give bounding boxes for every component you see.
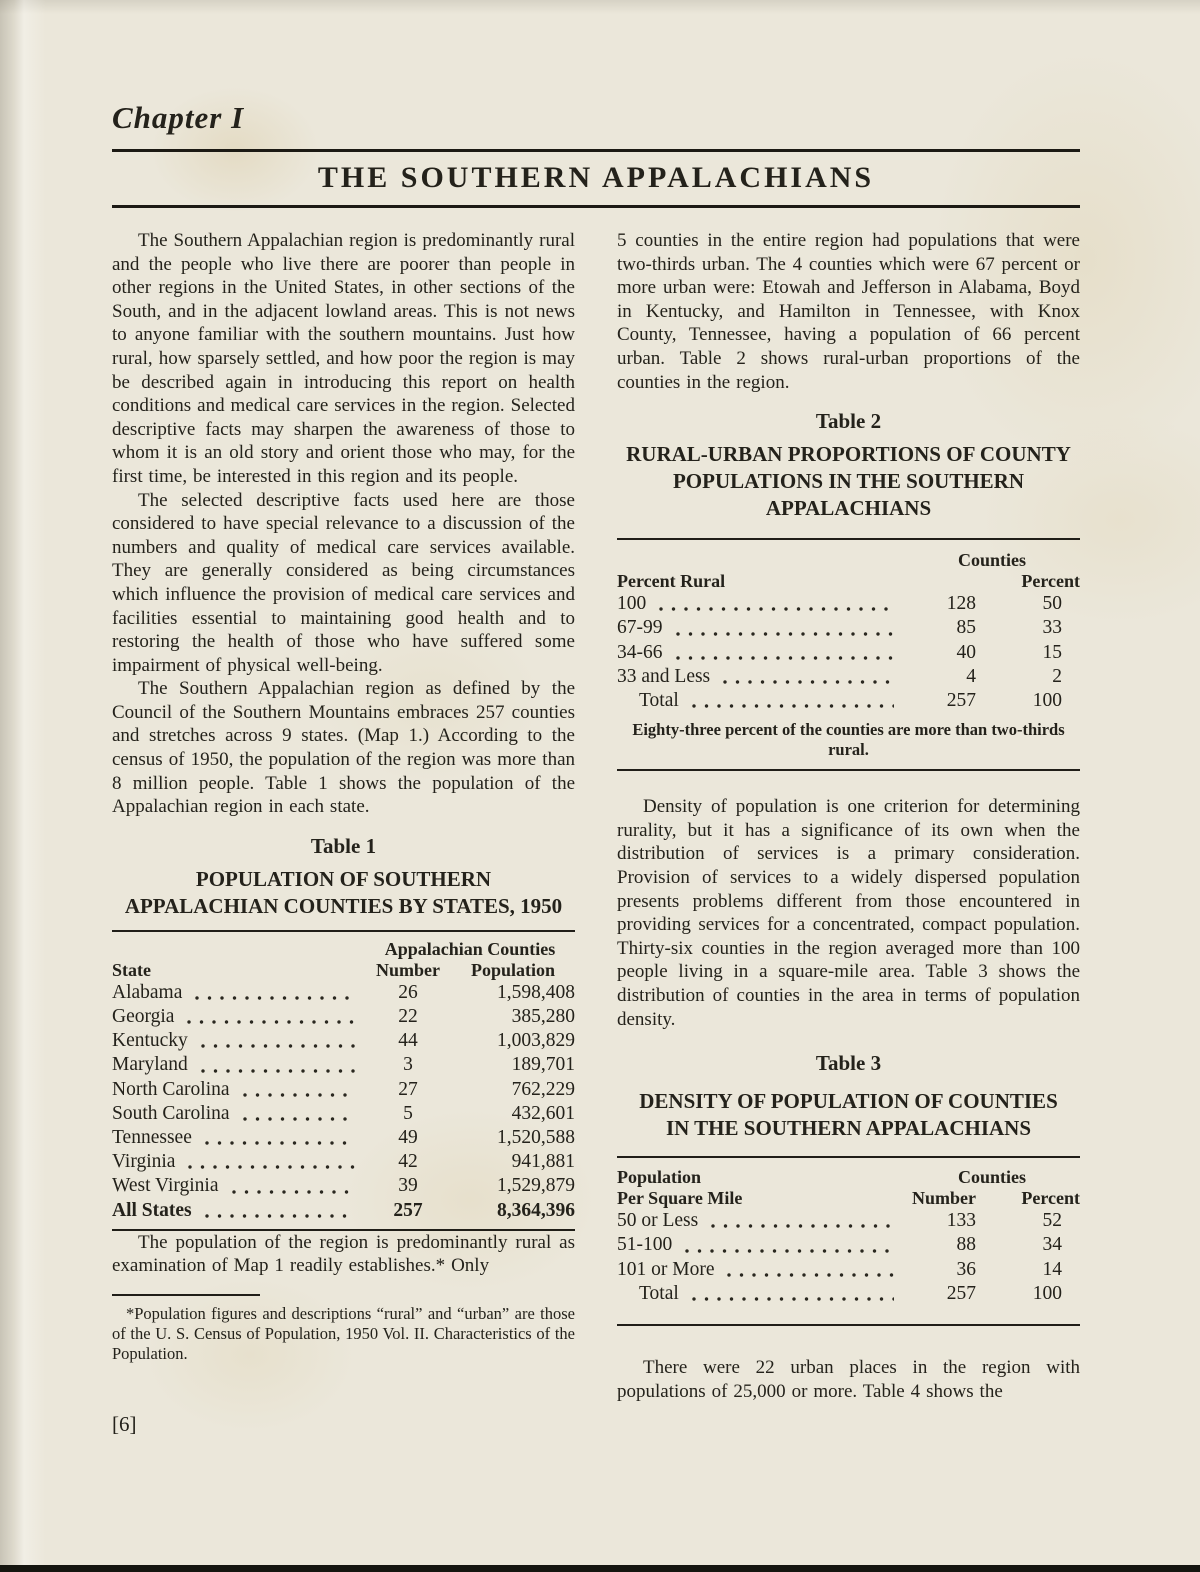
dot-leader (186, 1019, 355, 1025)
scan-edge-strip (0, 1565, 1200, 1572)
dot-leader (710, 1223, 894, 1229)
table-row-total: All States 257 8,364,396 (112, 1199, 575, 1221)
table-1-span-header: Appalachian Counties (384, 938, 556, 959)
table-row: Georgia 22 385,280 (112, 1006, 575, 1028)
dot-leader (684, 1248, 894, 1254)
dot-leader (726, 1272, 894, 1278)
table-3 (617, 1051, 1080, 1326)
column-header-population: Population (470, 959, 556, 980)
dot-leader (200, 1068, 355, 1074)
dot-leader (204, 1213, 355, 1219)
table-row: Maryland 3 189,701 (112, 1054, 575, 1076)
footnote-rule (112, 1294, 260, 1296)
paragraph: There were 22 urban places in the region with populations of 25,000 or more. Table 4 shows the (617, 1356, 1080, 1402)
dot-leader (231, 1189, 356, 1195)
dot-leader (658, 606, 894, 612)
table-1 (112, 834, 575, 1231)
dot-leader (242, 1092, 355, 1098)
table-row: 34-66 40 15 (617, 641, 1062, 663)
table-3-rule-bottom (617, 1324, 1080, 1326)
column-header-percent-rural: Percent Rural (617, 571, 726, 592)
page-title: THE SOUTHERN APPALACHIANS (317, 161, 875, 194)
dot-leader (691, 1296, 894, 1302)
left-column (112, 229, 575, 1437)
page-content (112, 100, 1080, 1437)
table-row: 33 and Less 4 2 (617, 665, 1062, 687)
table-1-header (112, 939, 575, 981)
paragraph: The selected descriptive facts used here are those considered to have special relevance to a discussion of the numbers and quality of medical care services available. They are generally considered as being circumstances which influence the provision of medical care services and facilities essential to maintaining good health and to restoring the health of those who have suffered some impairment of physical well-being. (112, 489, 575, 676)
paragraph: The population of the region is predominantly rural as examination of Map 1 readily establishes.* Only (112, 1231, 575, 1277)
table-1-body (112, 981, 575, 1223)
table-row: 50 or Less 133 52 (617, 1210, 1062, 1232)
table-3-title: DENSITY OF POPULATION OF COUNTIES IN THE SOUTHERN APPALACHIANS (639, 1089, 1058, 1141)
dot-leader (675, 631, 895, 637)
dot-leader (200, 1043, 355, 1049)
footnote: *Population figures and descriptions “rural” and “urban” are those of the U. S. Census of Population, 1950 Vol. II. Characteristics of the Population. (112, 1304, 575, 1364)
table-1-rule-top (112, 930, 575, 932)
table-2-rule-top (617, 538, 1080, 540)
title-rule-bottom (112, 205, 1080, 208)
column-header-number: Number (912, 1188, 976, 1209)
dot-leader (204, 1140, 355, 1146)
column-header-percent: Percent (1021, 571, 1080, 592)
right-column (617, 229, 1080, 1437)
column-header-number: Number (376, 959, 440, 980)
table-3-body (617, 1209, 1080, 1306)
table-2-caption: Table 2 (815, 409, 882, 434)
paragraph: 5 counties in the entire region had populations that were two-thirds urban. The 4 counties which were 67 percent or more urban were: Etowah and Jefferson in Alabama, Boyd in Kentucky, and Hamilton in Tennessee, with Knox County, Tennessee, having a population of 66 percent urban. Table 2 shows rural-urban proportions of the counties in the region. (617, 230, 1080, 393)
dot-leader (194, 995, 355, 1001)
table-row-total: Total 257 100 (639, 1282, 1062, 1304)
table-row: 101 or More 36 14 (617, 1258, 1062, 1280)
table-row: South Carolina 5 432,601 (112, 1102, 575, 1124)
dot-leader (242, 1116, 355, 1122)
table-row: Alabama 26 1,598,408 (112, 981, 575, 1003)
table-row: Virginia 42 941,881 (112, 1151, 575, 1173)
column-header-state: State (112, 959, 151, 980)
table-3-rule-top (617, 1156, 1080, 1158)
table-1-title: POPULATION OF SOUTHERN APPALACHIAN COUNTIES BY STATES, 1950 (124, 866, 563, 918)
table-row: 51-100 88 34 (617, 1234, 1062, 1256)
table-row: Kentucky 44 1,003,829 (112, 1030, 575, 1052)
table-2-rule-bottom (617, 769, 1080, 771)
table-2-note: Eighty-three percent of the counties are more than two-thirds rural. (632, 720, 1065, 760)
dot-leader (691, 703, 894, 709)
table-3-span-header: Counties (957, 1167, 1026, 1188)
paragraph: The Southern Appalachian region as defined by the Council of the Southern Mountains embraces 257 counties and stretches across 9 states. (Map 1.) According to the census of 1950, the population of the region was more than 8 million people. Table 1 shows the population of the Appalachian region in each state. (112, 678, 575, 818)
table-row: North Carolina 27 762,229 (112, 1078, 575, 1100)
page-number: [6] (112, 1412, 137, 1437)
paragraph: Density of population is one criterion for determining rurality, but it has a significance of its own when the distribution of services is a primary consideration. Provision of services to a widely dispersed population presents problems different from those encountered in providing services for a concentrated, compact population. Thirty-six counties in the region averaged more than 100 people living in a square-mile area. Table 3 shows the distribution of counties in the area in terms of population density. (617, 796, 1080, 1030)
table-2 (617, 409, 1080, 771)
column-header-percent: Percent (1021, 1188, 1080, 1209)
paragraph: The Southern Appalachian region is predominantly rural and the people who live there are poorer than people in other regions in the United States, in other sections of the South, and in the adjacent lowland areas. This is not news to anyone familiar with the southern mountains. Just how rural, how sparsely settled, and how poor the region is may be described again in introducing this report on health conditions and medical care services in the region. Selected descriptive facts may sharpen the awareness of those to whom it is an old story and orient those who may, for the first time, be interested in this region and its people. (112, 230, 575, 487)
table-2-header (617, 550, 1080, 592)
dot-leader (675, 655, 895, 661)
table-row: 100 128 50 (617, 593, 1062, 615)
table-row: West Virginia 39 1,529,879 (112, 1175, 575, 1197)
dot-leader (187, 1164, 355, 1170)
column-header-population-line2: Per Square Mile (617, 1188, 743, 1209)
column-header-population-line1: Population (617, 1167, 702, 1188)
table-2-span-header: Counties (957, 550, 1026, 571)
dot-leader (722, 679, 894, 685)
table-row-total: Total 257 100 (639, 689, 1062, 711)
text-columns (112, 229, 1080, 1437)
table-3-header (617, 1167, 1080, 1209)
chapter-heading: Chapter I (112, 100, 245, 135)
table-2-body (617, 592, 1080, 713)
table-2-title: RURAL-URBAN PROPORTIONS OF COUNTY POPULATIONS IN THE SOUTHERN APPALACHIANS (626, 442, 1071, 521)
table-1-caption: Table 1 (310, 833, 377, 858)
table-row: 67-99 85 33 (617, 617, 1062, 639)
table-row: Tennessee 49 1,520,588 (112, 1127, 575, 1149)
table-3-caption: Table 3 (815, 1051, 882, 1076)
